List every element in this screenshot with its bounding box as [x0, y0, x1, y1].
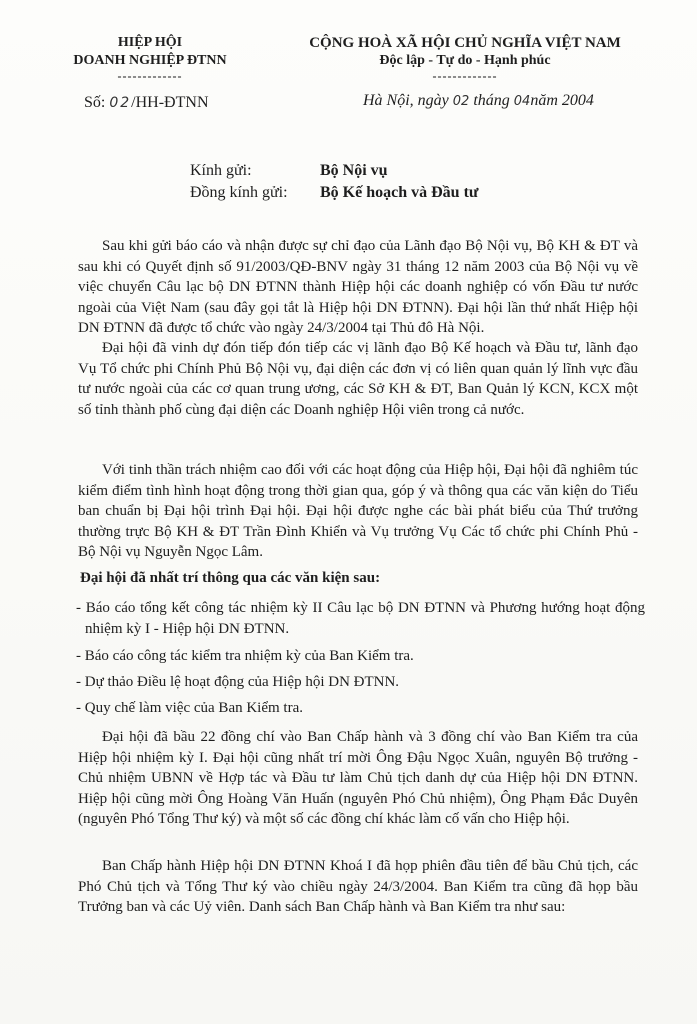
document-number [84, 94, 209, 112]
national-motto-header [260, 34, 670, 82]
date-prefix: Hà Nội, ngày [363, 92, 449, 109]
body-paragraph-5: Ban Chấp hành Hiệp hội DN ĐTNN Khoá I đã họp phiên đầu tiên để bầu Chủ tịch, các Phó Chủ tịch và Tổng Thư ký vào chiều ngày 24/3/2004. Ban Kiểm tra cũng đã họp bầu Trưởng ban và các Uỷ viên. Danh sách Ban Chấp hành và Ban Kiểm tra như sau: [78, 858, 638, 915]
body-paragraph-1: Sau khi gửi báo cáo và nhận được sự chỉ đạo của Lãnh đạo Bộ Nội vụ, Bộ KH & ĐT và sau khi có Quyết định số 91/2003/QĐ-BNV ngày 31 tháng 12 năm 2003 của Bộ Nội vụ về việc chuyển Câu lạc bộ DN ĐTNN thành Hiệp hội các doanh nghiệp có vốn Đầu tư nước ngoài của Việt Nam (sau đây gọi tắt là Hiệp hội DN ĐTNN). Đại hội lần thứ nhất Hiệp hội DN ĐTNN đã được tổ chức vào ngày 24/3/2004 tại Thủ đô Hà Nội. [78, 238, 638, 336]
nation-title: CỘNG HOÀ XÃ HỘI CHỦ NGHĨA VIỆT NAM [309, 35, 621, 51]
adopted-document-item: - Quy chế làm việc của Ban Kiểm tra. [76, 700, 303, 716]
date-year: năm 2004 [530, 92, 594, 109]
body-paragraph-2: Đại hội đã vinh dự đón tiếp đón tiếp các vị lãnh đạo Bộ Kế hoạch và Đầu tư, lãnh đạo Vụ Tổ chức phi Chính Phủ Bộ Nội vụ, đại diện các đơn vị có liên quan quản lý lĩnh vực đầu tư nước ngoài của các cơ quan trung ương, các Sở KH & ĐT, Ban Quản lý KCN, KCX một số tỉnh thành phố cùng đại diện các Doanh nghiệp Hội viên trong cả nước. [78, 340, 638, 418]
org-separator: ------------- [117, 69, 183, 83]
org-name-line2: DOANH NGHIỆP ĐTNN [73, 53, 227, 68]
adopted-document-item: - Báo cáo công tác kiểm tra nhiệm kỳ của Ban Kiểm tra. [76, 648, 414, 664]
adopted-document-item: - Báo cáo tổng kết công tác nhiệm kỳ II Câu lạc bộ DN ĐTNN và Phương hướng hoạt động nhiệm kỳ I - Hiệp hội DN ĐTNN. [76, 600, 645, 637]
organization-header [60, 34, 240, 82]
date-day-handwritten: 02 [452, 94, 470, 109]
org-name-line1: HIỆP HỘI [117, 35, 183, 50]
nation-separator: ------------- [432, 69, 498, 83]
nation-motto: Độc lập - Tự do - Hạnh phúc [379, 53, 551, 68]
doc-number-suffix: /HH-ĐTNN [131, 94, 209, 111]
cc-label: Đồng kính gửi: [190, 184, 288, 201]
recipient-label: Kính gửi: [190, 162, 252, 179]
body-paragraph-3: Với tinh thần trách nhiệm cao đối với các hoạt động của Hiệp hội, Đại hội đã nghiêm túc kiểm điểm tình hình hoạt động trong thời gian qua, góp ý và thông qua các văn kiện do Tiểu ban chuẩn bị Đại hội trình Đại hội. Đại hội được nghe các bài phát biểu của Thứ trưởng thường trực Bộ KH & ĐT Trần Đình Khiển và Vụ trưởng Vụ Các tổ chức phi Chính Phủ - Bộ Nội vụ Nguyễn Ngọc Lâm. [78, 462, 638, 560]
recipient-cc [190, 182, 479, 204]
date-month-label: tháng [473, 92, 510, 109]
adopted-document-item: - Dự thảo Điều lệ hoạt động của Hiệp hội DN ĐTNN. [76, 674, 400, 690]
body-paragraph-4: Đại hội đã bầu 22 đồng chí vào Ban Chấp hành và 3 đồng chí vào Ban Kiểm tra của Hiệp hội nhiệm kỳ I. Đại hội cũng nhất trí mời Ông Đậu Ngọc Xuân, nguyên Bộ trưởng - Chủ nhiệm UBNN về Hợp tác và Đầu tư làm Chủ tịch danh dự của Hiệp hội DN ĐTNN. Hiệp hội cũng mời Ông Hoàng Văn Huấn (nguyên Phó Chủ nhiệm), Ông Phạm Đắc Duyên (nguyên Phó Tổng Thư ký) và một số các đồng chí khác làm cố vấn cho Hiệp hội. [78, 729, 638, 827]
document-date [363, 92, 594, 110]
date-month-handwritten: 04 [513, 94, 531, 109]
adopted-documents-heading: Đại hội đã nhất trí thông qua các văn kiện sau: [80, 570, 381, 586]
recipient-value: Bộ Nội vụ [320, 162, 388, 179]
doc-number-prefix: Số: [84, 94, 106, 111]
recipient-main [190, 160, 388, 182]
doc-number-handwritten: 02 [109, 95, 132, 111]
cc-value: Bộ Kế hoạch và Đầu tư [320, 184, 479, 201]
